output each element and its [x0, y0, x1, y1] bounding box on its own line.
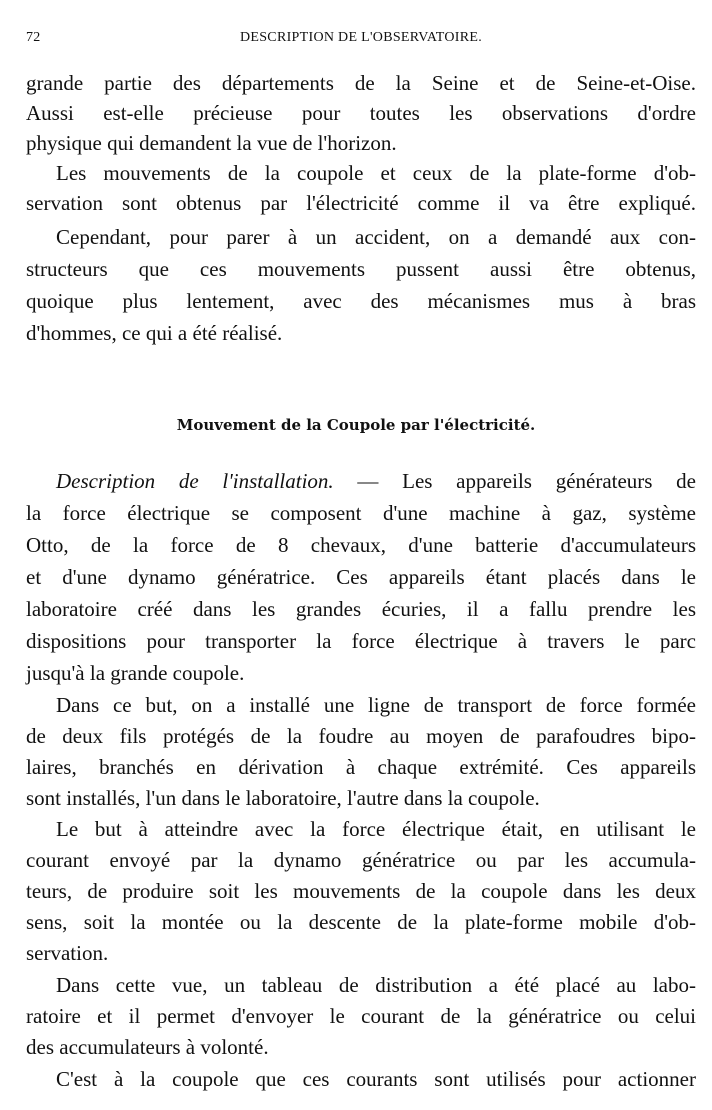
text-line: dispositions pour transporter la force électrique à travers le parc [26, 629, 696, 653]
text-line: Dans ce but, on a installé une ligne de transport de force formée [56, 693, 696, 717]
text-line: servation sont obtenus par l'électricité comme il va être expliqué. [26, 191, 696, 215]
text-line: et d'une dynamo génératrice. Ces appareils étant placés dans le [26, 565, 696, 589]
text-line: Cependant, pour parer à un accident, on a demandé aux con- [56, 225, 696, 249]
text-line: d'hommes, ce qui a été réalisé. [26, 321, 283, 345]
text-line: des accumulateurs à volonté. [26, 1035, 269, 1059]
lead-italic: Description de l'installation. [56, 469, 334, 493]
text-line: Les mouvements de la coupole et ceux de la plate-forme d'ob- [56, 161, 696, 185]
text-line: laboratoire créé dans les grandes écuries, il a fallu prendre les [26, 597, 696, 621]
text-line-lead [26, 466, 696, 496]
running-title: DESCRIPTION DE L'OBSERVATOIRE. [239, 30, 483, 45]
text-line: sont installés, l'un dans le laboratoire, l'autre dans la coupole. [26, 786, 540, 810]
text-line: teurs, de produire soit les mouvements de la coupole dans les deux [26, 879, 696, 903]
text-line: de deux fils protégés de la foudre au moyen de parafoudres bipo- [26, 724, 696, 748]
text-line: courant envoyé par la dynamo génératrice ou par les accumula- [26, 848, 696, 872]
text-line: ratoire et il permet d'envoyer le courant de la génératrice ou celui [26, 1004, 696, 1028]
text-line: quoique plus lentement, avec des mécanismes mus à bras [26, 289, 696, 313]
running-header [26, 30, 696, 50]
text-line: Otto, de la force de 8 chevaux, d'une batterie d'accumulateurs [26, 533, 696, 557]
text-line: Aussi est-elle précieuse pour toutes les observations d'ordre [26, 101, 696, 125]
text-line: physique qui demandent la vue de l'horizon. [26, 131, 397, 155]
section-heading: Mouvement de la Coupole par l'électricité. [176, 416, 536, 434]
text-line: Dans cette vue, un tableau de distribution a été placé au labo- [56, 973, 696, 997]
text-line: jusqu'à la grande coupole. [26, 661, 245, 685]
text-line: Le but à atteindre avec la force électrique était, en utilisant le [56, 817, 696, 841]
text-line: la force électrique se composent d'une machine à gaz, système [26, 501, 696, 525]
lead-rest: — Les appareils générateurs de [333, 469, 697, 493]
text-line: servation. [26, 941, 109, 965]
text-line: structeurs que ces mouvements pussent aussi être obtenus, [26, 257, 696, 281]
text-line: grande partie des départements de la Seine et de Seine-et-Oise. [26, 71, 696, 95]
text-line: laires, branchés en dérivation à chaque extrémité. Ces appareils [26, 755, 696, 779]
text-line: sens, soit la montée ou la descente de la plate-forme mobile d'ob- [26, 910, 696, 934]
page-number: 72 [26, 30, 41, 45]
text-line: C'est à la coupole que ces courants sont utilisés pour actionner [56, 1067, 696, 1091]
